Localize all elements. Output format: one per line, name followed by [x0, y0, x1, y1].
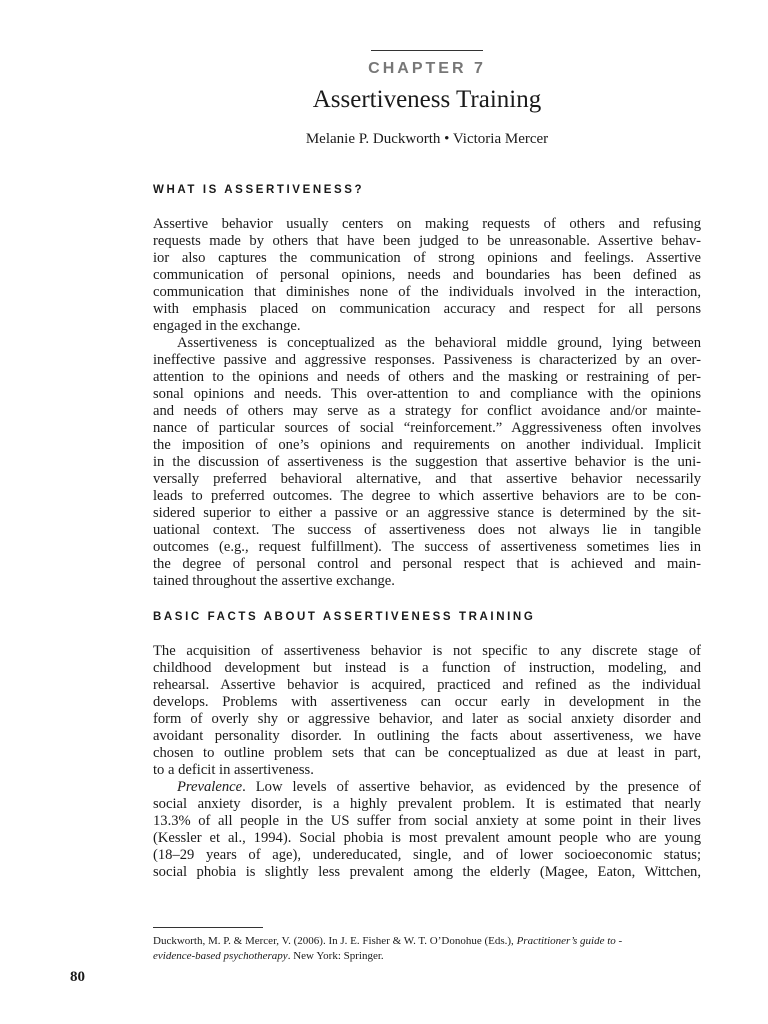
text-line: ior also captures the communication of strong opinions and feelings. Assertive	[153, 250, 701, 266]
section1-body	[153, 216, 701, 590]
text-line: uational context. The success of assertiveness does not always lie in tangible	[153, 522, 701, 538]
text-line: nance of particular sources of social “reinforcement.” Aggressiveness often involves	[153, 420, 701, 436]
text-line: leads to preferred outcomes. The degree to which assertive behaviors are to be con-	[153, 488, 701, 504]
footnote-book-title-1: Practitioner’s guide to -	[516, 935, 623, 947]
text-line: attention to the opinions and needs of others and the masking or restraining of per-	[153, 369, 701, 385]
text-line: outcomes (e.g., request fulfillment). The success of assertiveness sometimes lies in	[153, 539, 701, 555]
text-line: sonal opinions and needs. This over-attention to and compliance with the opinions	[153, 386, 701, 402]
prevalence-label: Prevalence	[177, 779, 243, 795]
text-line: The acquisition of assertiveness behavior is not specific to any discrete stage of	[153, 643, 701, 659]
text-line: sidered superior to either a passive or an aggressive stance is determined by the sit-	[153, 505, 701, 521]
text-line: in the discussion of assertiveness is the suggestion that assertive behavior is the uni-	[153, 454, 701, 470]
text-line: with emphasis placed on communication accuracy and respect for all persons	[153, 301, 701, 317]
prevalence-text: . Low levels of assertive behavior, as evidenced by the presence of	[242, 779, 701, 795]
text-line: rehearsal. Assertive behavior is acquired, practiced and refined as the individual	[153, 677, 701, 693]
text-line: the degree of personal control and personal respect that is achieved and main-	[153, 556, 701, 572]
text-line: develops. Problems with assertiveness can occur early in development in the	[153, 694, 701, 710]
footnote-publisher: . New York: Springer.	[287, 949, 384, 962]
text-line: the imposition of one’s opinions and requirements on another individual. Implicit	[153, 437, 701, 453]
section-heading-what-is-assertiveness: WHAT IS ASSERTIVENESS?	[153, 184, 365, 196]
chapter-title: Assertiveness Training	[312, 86, 542, 113]
text-line: social anxiety disorder, is a highly prevalent problem. It is estimated that nearly	[153, 796, 701, 812]
text-line: engaged in the exchange.	[153, 318, 301, 334]
text-line: childhood development but instead is a function of instruction, modeling, and	[153, 660, 701, 676]
chapter-label: CHAPTER 7	[368, 60, 486, 77]
text-line: Assertiveness is conceptualized as the behavioral middle ground, lying between	[177, 335, 701, 351]
text-line: social phobia is slightly less prevalent among the elderly (Magee, Eaton, Wittchen,	[153, 864, 701, 880]
text-line: 13.3% of all people in the US suffer from social anxiety at some point in their lives	[153, 813, 701, 829]
text-line: requests made by others that have been judged to be unreasonable. Assertive behav-	[153, 233, 701, 249]
footnote-rule	[153, 927, 263, 928]
text-line: form of overly shy or aggressive behavior, and later as social anxiety disorder and	[153, 711, 701, 727]
footnote-book-title-2: evidence-based psychotherapy	[153, 949, 288, 962]
text-line: and needs of others may serve as a strategy for conflict avoidance and/or mainte-	[153, 403, 701, 419]
text-line: avoidant personality disorder. In outlining the facts about assertiveness, we have	[153, 728, 701, 744]
text-line: tained throughout the assertive exchange.	[153, 573, 395, 589]
chapter-rule	[371, 50, 483, 51]
chapter-authors: Melanie P. Duckworth • Victoria Mercer	[305, 131, 549, 147]
text-line: communication of personal opinions, needs and boundaries has been defined as	[153, 267, 701, 283]
text-line: (Kessler et al., 1994). Social phobia is most prevalent amount people who are young	[153, 830, 701, 846]
text-line: chosen to outline problem sets that can be conceptualized as due at least in part,	[153, 745, 701, 761]
page-number: 80	[70, 969, 85, 985]
section2-body	[153, 643, 701, 881]
footnote-citation: Duckworth, M. P. & Mercer, V. (2006). In J. E. Fisher & W. T. O’Donohue (Eds.),	[153, 935, 517, 947]
text-line: ineffective passive and aggressive responses. Passiveness is characterized by an over-	[153, 352, 701, 368]
text-line: versally preferred behavioral alternative, and that assertive behavior necessarily	[153, 471, 701, 487]
text-line: communication that diminishes none of the individuals involved in the interaction,	[153, 284, 701, 300]
text-line: (18–29 years of age), undereducated, single, and of lower socioeconomic status;	[153, 847, 701, 863]
footnote	[153, 934, 709, 963]
section-heading-basic-facts: BASIC FACTS ABOUT ASSERTIVENESS TRAINING	[153, 611, 536, 623]
text-line: Assertive behavior usually centers on making requests of others and refusing	[153, 216, 701, 232]
text-line: to a deficit in assertiveness.	[153, 762, 314, 778]
prevalence-line	[153, 779, 701, 796]
